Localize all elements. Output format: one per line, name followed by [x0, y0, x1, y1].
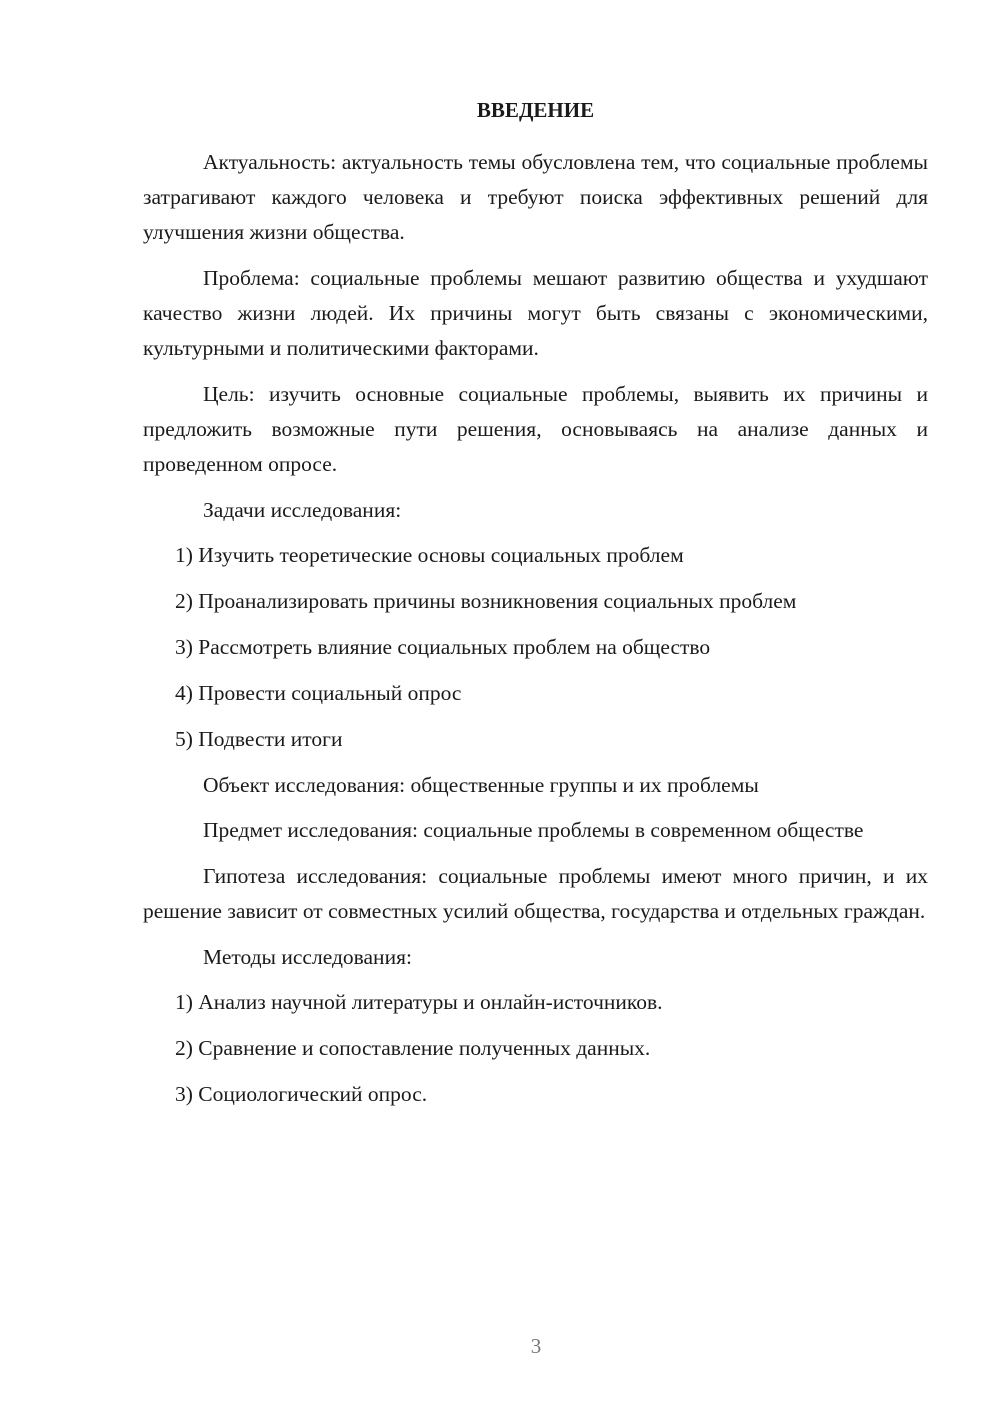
list-item: 3) Рассмотреть влияние социальных проблем на общество: [175, 635, 711, 659]
list-item: 2) Сравнение и сопоставление полученных данных.: [175, 1036, 651, 1060]
tasks-list: [143, 538, 928, 757]
object-paragraph: Объект исследования: общественные группы и их проблемы: [203, 773, 759, 797]
list-item: 1) Анализ научной литературы и онлайн-источников.: [175, 990, 663, 1014]
methods-list: [143, 985, 928, 1112]
problem-paragraph: Проблема: социальные проблемы мешают развитию общества и ухудшают качество жизни людей. Их причины могут быть связаны с экономическими, культурными и политическими факторами.: [143, 266, 928, 360]
list-item: 1) Изучить теоретические основы социальных проблем: [175, 543, 684, 567]
list-item: 3) Социологический опрос.: [175, 1082, 428, 1106]
tasks-heading: Задачи исследования:: [203, 498, 402, 522]
list-item: 2) Проанализировать причины возникновения социальных проблем: [175, 589, 797, 613]
list-item: 4) Провести социальный опрос: [175, 681, 462, 705]
hypothesis-paragraph: Гипотеза исследования: социальные проблемы имеют много причин, и их решение зависит от совместных усилий общества, государства и отдельных граждан.: [143, 864, 928, 923]
relevance-paragraph: Актуальность: актуальность темы обусловлена тем, что социальные проблемы затрагивают каждого человека и требуют поиска эффективных решений для улучшения жизни общества.: [143, 150, 928, 244]
subject-paragraph: Предмет исследования: социальные проблемы в современном обществе: [203, 818, 864, 842]
page-number: 3: [530, 1334, 542, 1358]
section-title: ВВЕДЕНИЕ: [476, 98, 595, 122]
methods-heading: Методы исследования:: [203, 945, 412, 969]
document-page: [143, 95, 928, 1123]
list-item: 5) Подвести итоги: [175, 727, 343, 751]
goal-paragraph: Цель: изучить основные социальные проблемы, выявить их причины и предложить возможные пути решения, основываясь на анализе данных и проведенном опросе.: [143, 382, 928, 476]
